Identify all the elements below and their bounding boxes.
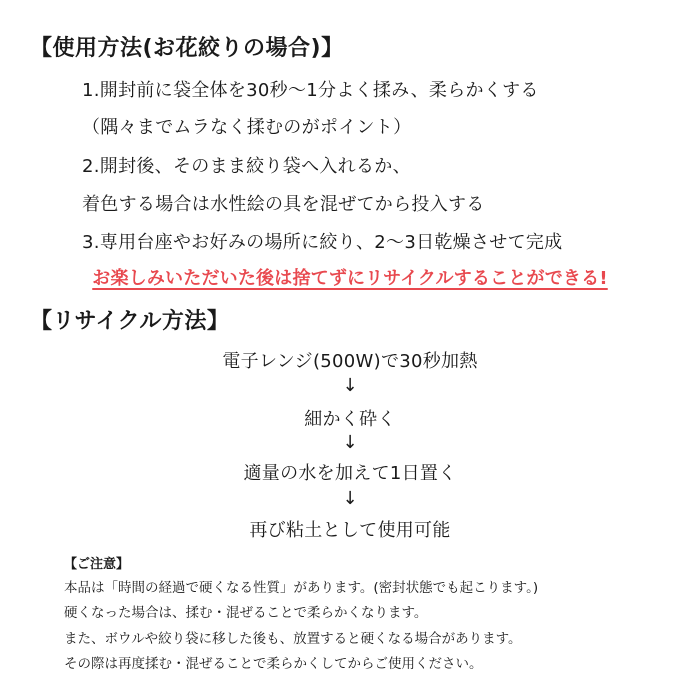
recycle-flow-step: 細かく砕く [304,409,396,430]
recycle-heading: 【リサイクル方法】 [30,309,230,334]
caution-line: 本品は「時間の経過で硬くなる性質」があります。(密封状態でも起こります。) [64,580,539,596]
recycle-flow-step: 電子レンジ(500W)で30秒加熱 [222,351,478,372]
down-arrow-icon: ↓ [342,488,358,509]
recycle-notice: お楽しみいただいた後は捨てずにリサイクルすることができる! [92,268,608,289]
usage-heading: 【使用方法(お花絞りの場合)】 [30,36,344,61]
down-arrow-icon: ↓ [342,432,358,453]
usage-step-line: 2.開封後、そのまま絞り袋へ入れるか、 [82,156,411,177]
recycle-flow-step: 再び粘土として使用可能 [249,520,451,541]
usage-step-line: 1.開封前に袋全体を30秒～1分よく揉み、柔らかくする [82,80,539,101]
caution-line: その際は再度揉む・混ぜることで柔らかくしてからご使用ください。 [64,656,483,672]
caution-line: 硬くなった場合は、揉む・混ぜることで柔らかくなります。 [64,605,428,621]
recycle-flow-step: 適量の水を加えて1日置く [243,463,457,484]
caution-line: また、ボウルや絞り袋に移した後も、放置すると硬くなる場合があります。 [64,631,522,647]
usage-step-line: （隅々までムラなく揉むのがポイント） [82,117,412,138]
down-arrow-icon: ↓ [342,375,358,396]
usage-step-line: 3.専用台座やお好みの場所に絞り、2～3日乾燥させて完成 [82,232,563,253]
usage-step-line: 着色する場合は水性絵の具を混ぜてから投入する [82,194,485,215]
caution-title: 【ご注意】 [64,557,130,572]
